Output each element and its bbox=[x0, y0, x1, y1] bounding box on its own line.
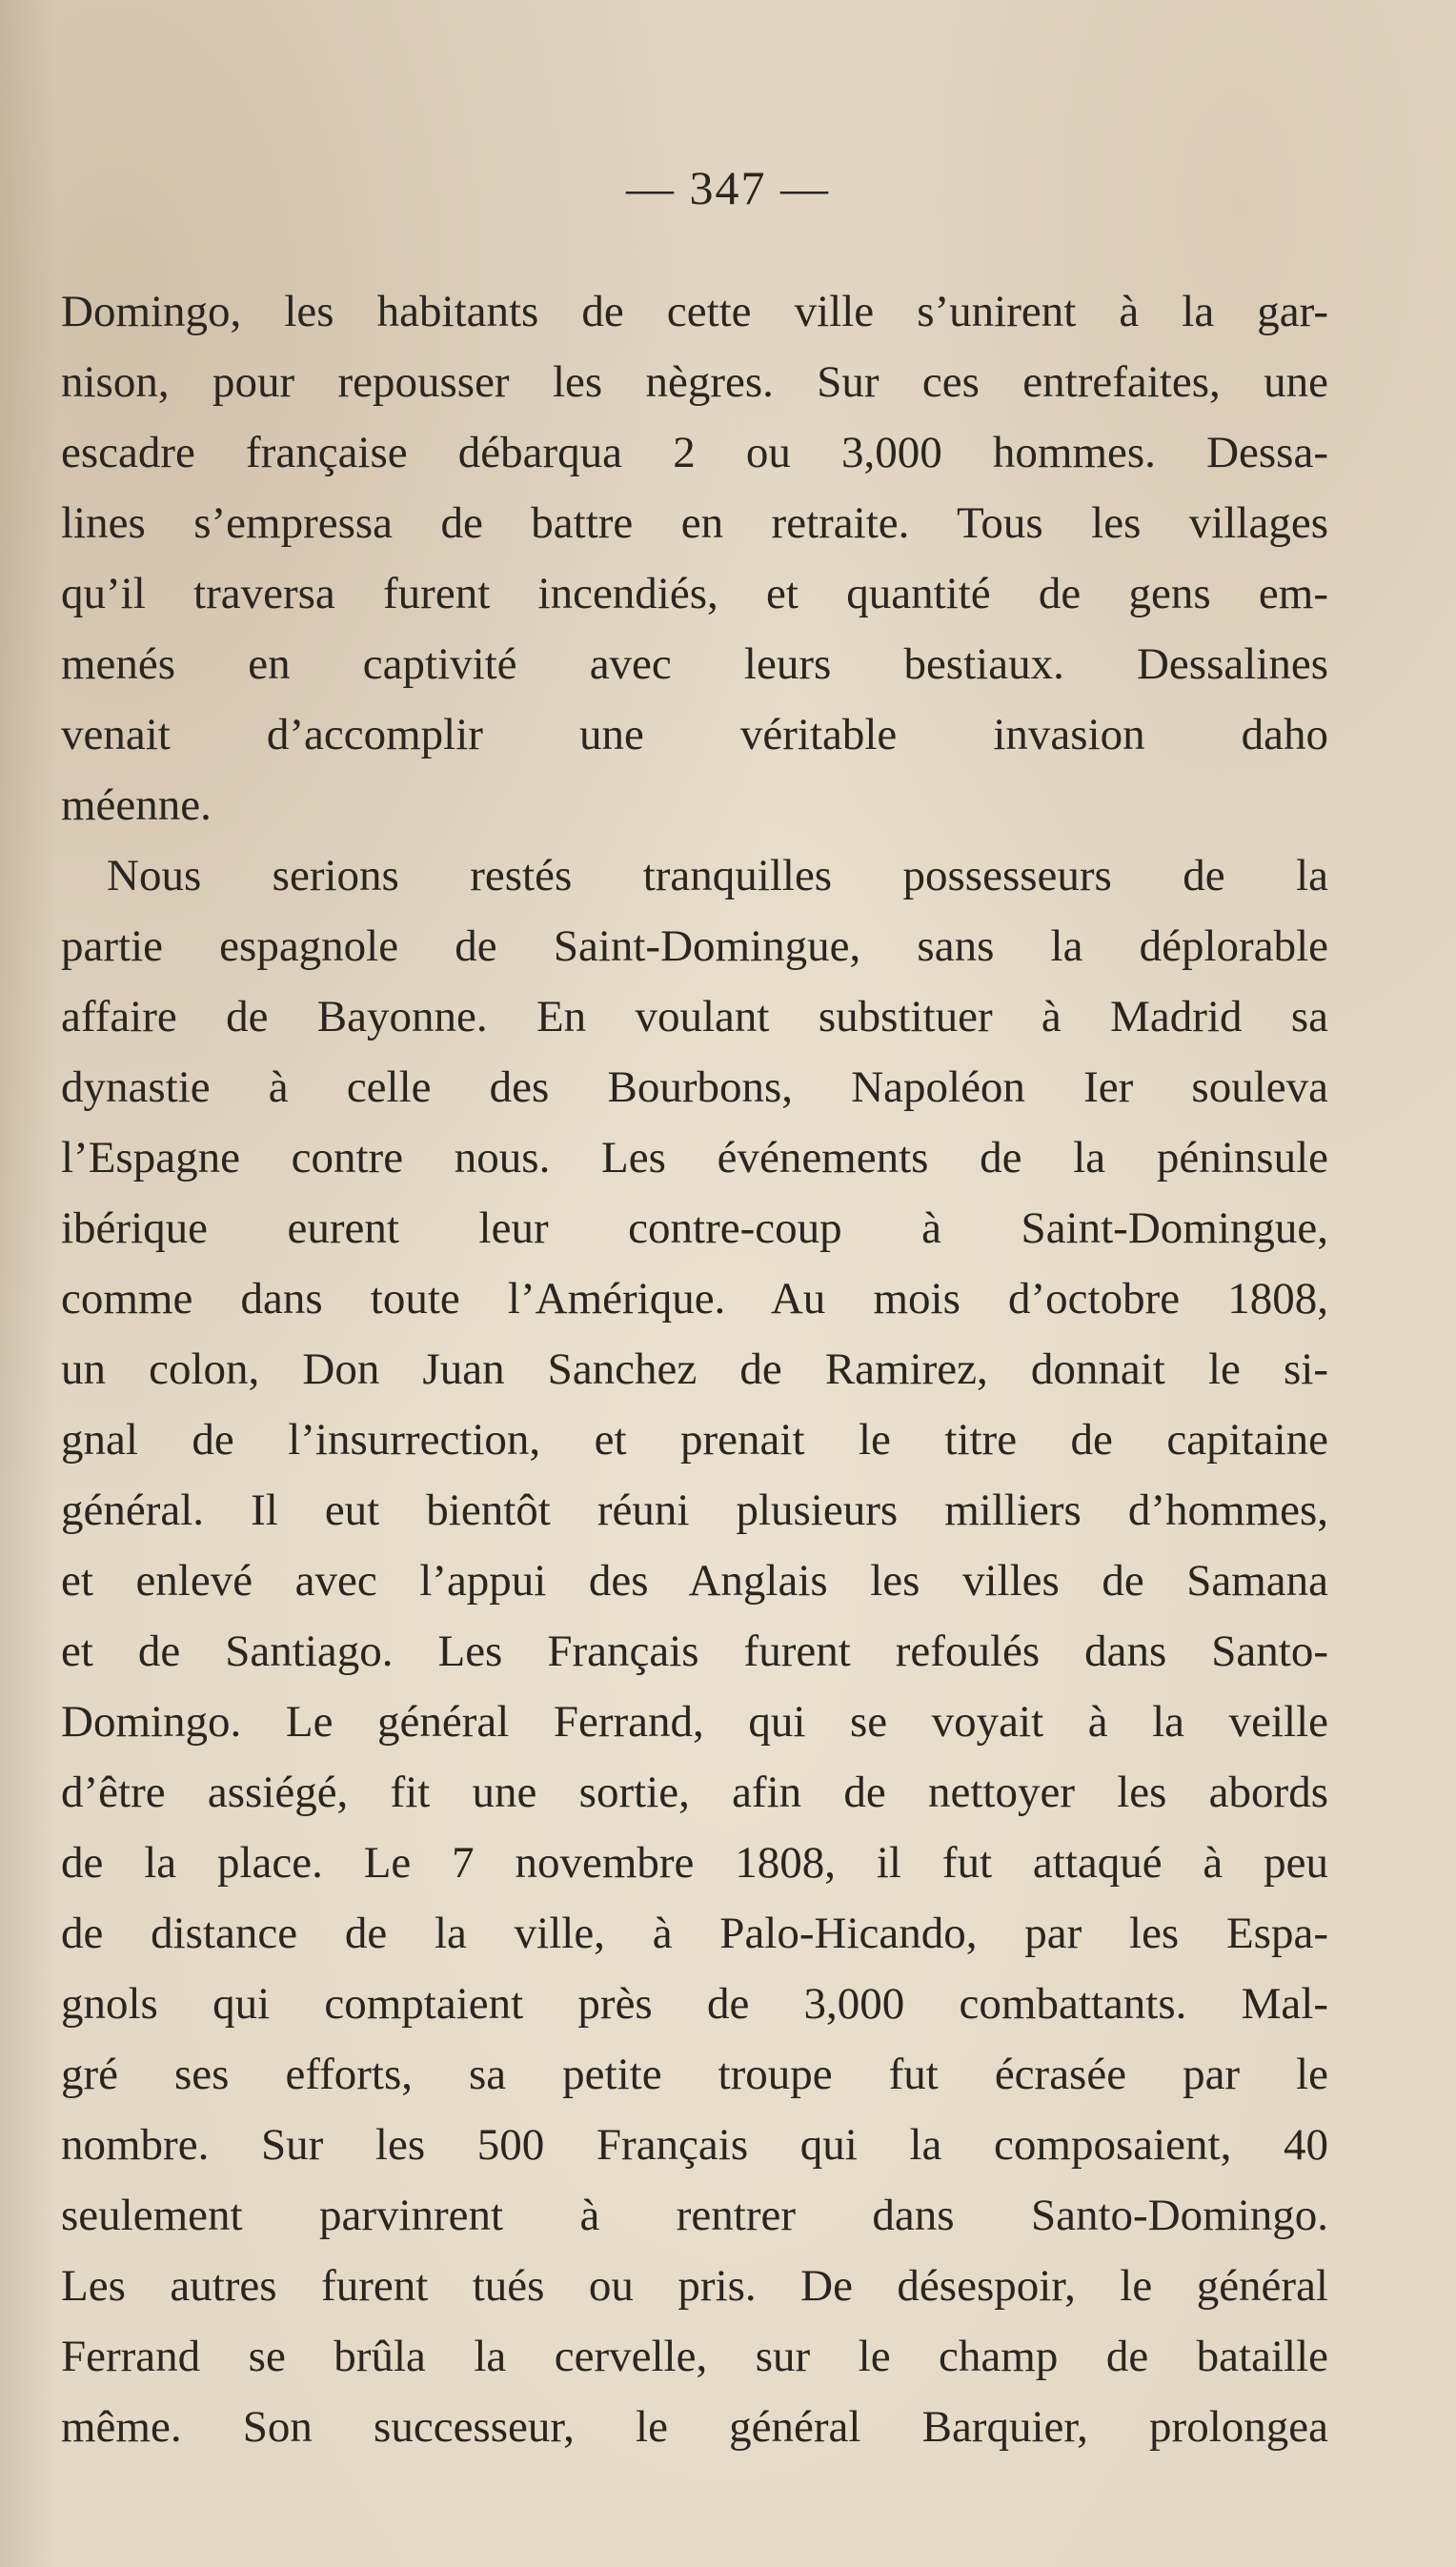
text-line: escadre française débarqua 2 ou 3,000 hommes. Dessa- bbox=[61, 428, 1328, 477]
text-line: méenne. bbox=[61, 780, 212, 830]
text-line: gré ses efforts, sa petite troupe fut écrasée par le bbox=[61, 2050, 1328, 2099]
text-line: dynastie à celle des Bourbons, Napoléon Ier souleva bbox=[61, 1062, 1328, 1112]
text-line: ibérique eurent leur contre-coup à Saint-Domingue, bbox=[61, 1203, 1328, 1253]
text-line: Ferrand se brûla la cervelle, sur le champ de bataille bbox=[61, 2332, 1328, 2381]
text-line: gnal de l’insurrection, et prenait le titre de capitaine bbox=[61, 1415, 1328, 1465]
text-line: Domingo. Le général Ferrand, qui se voyait à la veille bbox=[61, 1697, 1328, 1747]
text-line: affaire de Bayonne. En voulant substituer à Madrid sa bbox=[61, 992, 1328, 1041]
text-line: même. Son successeur, le général Barquier, prolongea bbox=[61, 2402, 1328, 2452]
text-line: nison, pour repousser les nègres. Sur ces entrefaites, une bbox=[61, 357, 1328, 407]
text-line: de distance de la ville, à Palo-Hicando, par les Espa- bbox=[61, 1909, 1328, 1958]
text-line: d’être assiégé, fit une sortie, afin de nettoyer les abords bbox=[61, 1768, 1328, 1817]
text-line: lines s’empressa de battre en retraite. Tous les villages bbox=[61, 498, 1328, 548]
text-line: qu’il traversa furent incendiés, et quantité de gens em- bbox=[61, 569, 1328, 618]
text-line: de la place. Le 7 novembre 1808, il fut attaqué à peu bbox=[61, 1838, 1328, 1888]
text-line: partie espagnole de Saint-Domingue, sans la déplorable bbox=[61, 921, 1328, 971]
text-line: gnols qui comptaient près de 3,000 combattants. Mal- bbox=[61, 1979, 1328, 2029]
page-number: — 347 — bbox=[626, 161, 830, 214]
text-line: général. Il eut bientôt réuni plusieurs milliers d’hommes, bbox=[61, 1486, 1328, 1535]
text-line: l’Espagne contre nous. Les événements de la péninsule bbox=[61, 1133, 1328, 1182]
text-line: et de Santiago. Les Français furent refoulés dans Santo- bbox=[61, 1627, 1328, 1676]
text-line: comme dans toute l’Amérique. Au mois d’octobre 1808, bbox=[61, 1274, 1328, 1324]
text-line: Domingo, les habitants de cette ville s’unirent à la gar- bbox=[61, 287, 1328, 336]
text-line: seulement parvinrent à rentrer dans Santo-Domingo. bbox=[61, 2191, 1328, 2240]
text-line: venait d’accomplir une véritable invasion daho bbox=[61, 710, 1328, 759]
text-line: un colon, Don Juan Sanchez de Ramirez, donnait le si- bbox=[61, 1344, 1328, 1394]
text-line: nombre. Sur les 500 Français qui la composaient, 40 bbox=[61, 2120, 1328, 2170]
text-line: Les autres furent tués ou pris. De désespoir, le général bbox=[61, 2261, 1328, 2311]
text-line: et enlevé avec l’appui des Anglais les villes de Samana bbox=[61, 1556, 1328, 1606]
text-line: Nous serions restés tranquilles possesseurs de la bbox=[107, 851, 1328, 900]
text-line: menés en captivité avec leurs bestiaux. Dessalines bbox=[61, 639, 1328, 689]
body-text bbox=[61, 276, 1328, 2462]
